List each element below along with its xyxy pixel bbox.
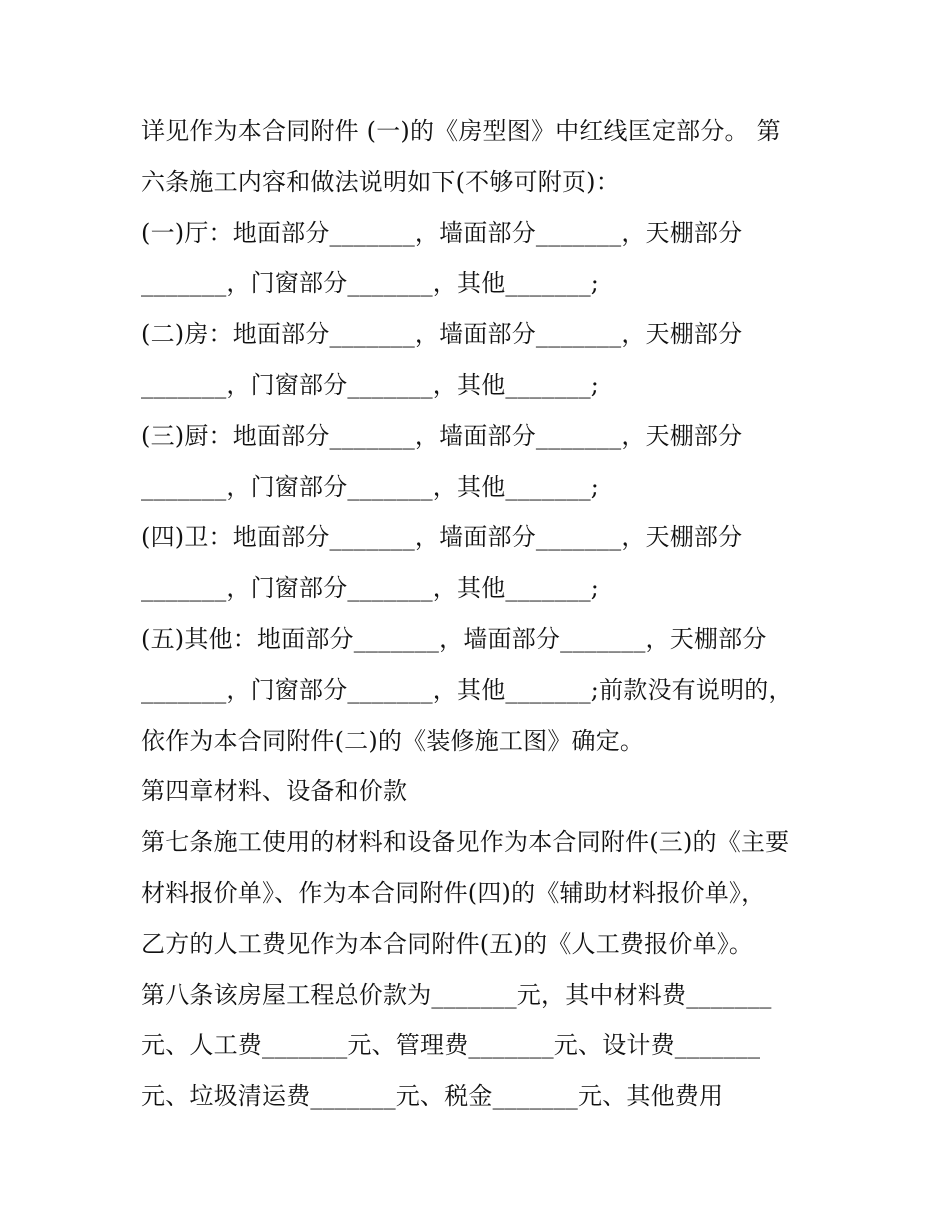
text-line: 六条施工内容和做法说明如下(不够可附页)： bbox=[141, 167, 620, 196]
text-line: 材料报价单》、作为本合同附件(四)的《辅助材料报价单》， bbox=[141, 878, 766, 907]
text-line: (四)卫：地面部分_______，墙面部分_______，天棚部分 bbox=[141, 523, 743, 552]
text-line: _______，门窗部分_______，其他_______; bbox=[141, 574, 600, 603]
text-line: (五)其他：地面部分_______，墙面部分_______，天棚部分 bbox=[141, 624, 767, 653]
chapter-heading: 第四章材料、设备和价款 bbox=[141, 777, 408, 806]
text-line: 元、垃圾清运费_______元、税金_______元、其他费用 bbox=[141, 1082, 724, 1111]
text-line: (二)房：地面部分_______，墙面部分_______，天棚部分 bbox=[141, 320, 743, 349]
text-line: 乙方的人工费见作为本合同附件(五)的《人工费报价单》。 bbox=[141, 929, 754, 958]
text-line: _______，门窗部分_______，其他_______;前款没有说明的， bbox=[141, 675, 793, 704]
text-line: 依作为本合同附件(二)的《装修施工图》确定。 bbox=[141, 726, 645, 755]
text-line: _______，门窗部分_______，其他_______; bbox=[141, 269, 600, 298]
text-line: 详见作为本合同附件 (一)的《房型图》中红线匡定部分。 第 bbox=[141, 117, 781, 145]
text-line: (一)厅：地面部分_______，墙面部分_______，天棚部分 bbox=[141, 218, 743, 247]
text-line: _______，门窗部分_______，其他_______; bbox=[141, 472, 600, 501]
contract-text-block bbox=[141, 106, 821, 1122]
text-line: _______，门窗部分_______，其他_______; bbox=[141, 370, 600, 399]
text-line: (三)厨：地面部分_______，墙面部分_______，天棚部分 bbox=[141, 421, 743, 450]
text-line: 元、人工费_______元、管理费_______元、设计费_______ bbox=[141, 1031, 761, 1060]
text-line: 第八条该房屋工程总价款为_______元，其中材料费_______ bbox=[141, 980, 772, 1009]
text-line: 第七条施工使用的材料和设备见作为本合同附件(三)的《主要 bbox=[141, 828, 790, 857]
